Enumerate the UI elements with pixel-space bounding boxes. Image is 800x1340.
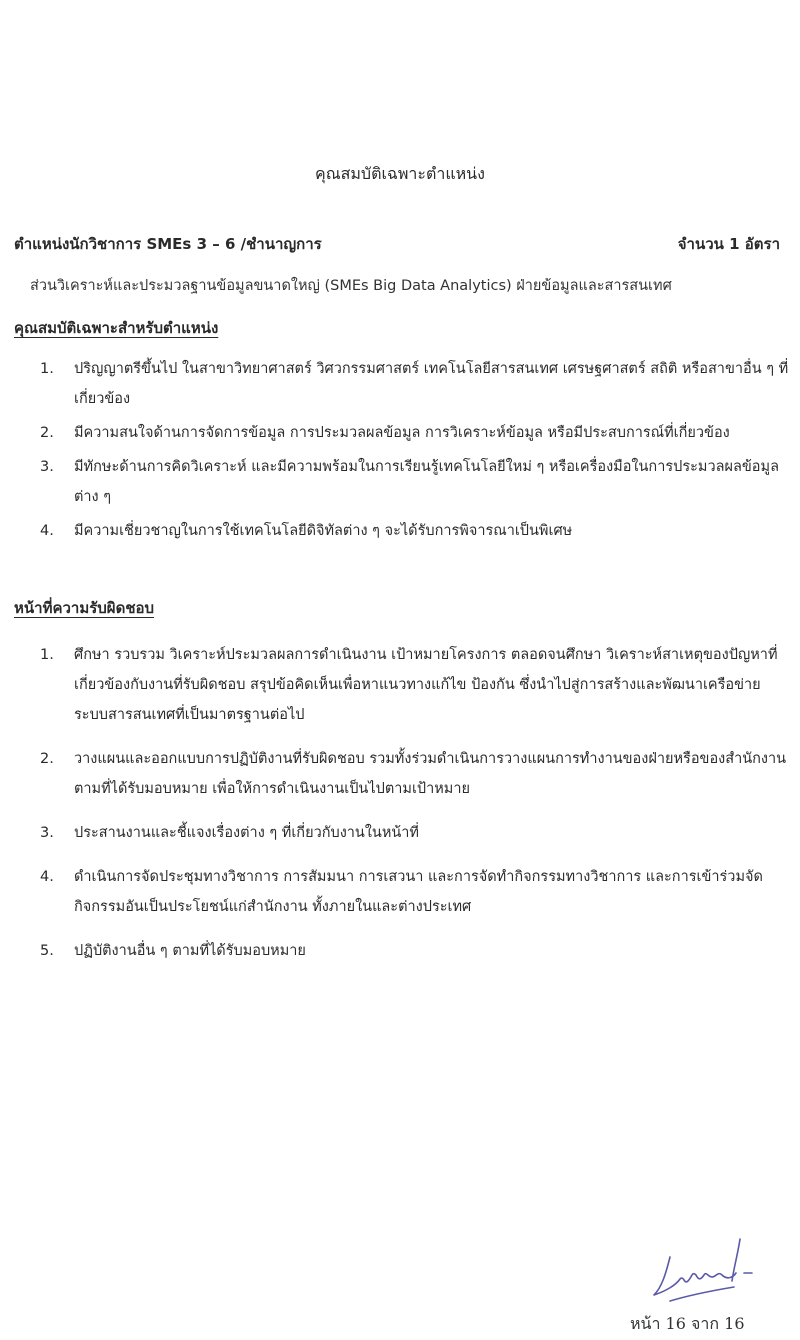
duty-item bbox=[40, 640, 792, 730]
item-number: 4. bbox=[40, 869, 54, 885]
signature-icon bbox=[640, 1235, 770, 1310]
qualification-item bbox=[40, 354, 792, 414]
item-number: 3. bbox=[40, 825, 54, 841]
qualifications-heading: คุณสมบัติเฉพาะสำหรับตำแหน่ง bbox=[14, 319, 219, 337]
item-text: มีความสนใจด้านการจัดการข้อมูล การประมวลผลข้อมูล การวิเคราะห์ข้อมูล หรือมีประสบการณ์ที่เกี่ยวข้อง bbox=[74, 425, 730, 441]
division-line: ส่วนวิเคราะห์และประมวลฐานข้อมูลขนาดใหญ่ (SMEs Big Data Analytics) ฝ่ายข้อมูลและสารสนเทศ bbox=[30, 278, 672, 294]
qualification-item bbox=[40, 418, 792, 448]
item-text: มีทักษะด้านการคิดวิเคราะห์ และมีความพร้อมในการเรียนรู้เทคโนโลยีใหม่ ๆ หรือเครื่องมือในการประมวลผลข้อมูลต่าง ๆ bbox=[74, 459, 779, 505]
item-number: 5. bbox=[40, 943, 54, 959]
qualifications-list bbox=[40, 354, 792, 550]
item-text: ศึกษา รวบรวม วิเคราะห์ประมวลผลการดำเนินงาน เป้าหมายโครงการ ตลอดจนศึกษา วิเคราะห์สาเหตุของปัญหาที่เกี่ยวข้องกับงานที่รับผิดชอบ สรุปข้อคิดเห็นเพื่อหาแนวทางแก้ไข ป้องกัน ซึ่งนำไปสู่การสร้างและพัฒนาเครือข่ายระบบสารสนเทศที่เป็นมาตรฐานต่อไป bbox=[74, 647, 778, 723]
signature bbox=[640, 1235, 770, 1314]
item-number: 1. bbox=[40, 647, 54, 663]
item-number: 4. bbox=[40, 523, 54, 539]
duty-item bbox=[40, 744, 792, 804]
qualification-item bbox=[40, 516, 792, 546]
item-number: 2. bbox=[40, 751, 54, 767]
duty-item bbox=[40, 936, 792, 966]
item-text: ดำเนินการจัดประชุมทางวิชาการ การสัมมนา การเสวนา และการจัดทำกิจกรรมทางวิชาการ และการเข้าร่วมจัดกิจกรรมอันเป็นประโยชน์แก่สำนักงาน ทั้งภายในและต่างประเทศ bbox=[74, 869, 763, 915]
item-text: ปริญญาตรีขึ้นไป ในสาขาวิทยาศาสตร์ วิศวกรรมศาสตร์ เทคโนโลยีสารสนเทศ เศรษฐศาสตร์ สถิติ หรือสาขาอื่น ๆ ที่เกี่ยวข้อง bbox=[74, 361, 789, 407]
duties-list bbox=[40, 640, 792, 980]
duty-item bbox=[40, 818, 792, 848]
item-number: 2. bbox=[40, 425, 54, 441]
item-number: 1. bbox=[40, 361, 54, 377]
item-text: ปฏิบัติงานอื่น ๆ ตามที่ได้รับมอบหมาย bbox=[74, 943, 306, 959]
position-count: จำนวน 1 อัตรา bbox=[677, 235, 780, 253]
duties-heading: หน้าที่ความรับผิดชอบ bbox=[14, 599, 155, 617]
position-title: ตำแหน่งนักวิชาการ SMEs 3 – 6 /ชำนาญการ bbox=[14, 235, 322, 253]
item-text: วางแผนและออกแบบการปฏิบัติงานที่รับผิดชอบ รวมทั้งร่วมดำเนินการวางแผนการทำงานของฝ่ายหรือของสำนักงาน ตามที่ได้รับมอบหมาย เพื่อให้การดำเนินงานเป็นไปตามเป้าหมาย bbox=[74, 751, 787, 797]
qualification-item bbox=[40, 452, 792, 512]
page-number: หน้า 16 จาก 16 bbox=[630, 1314, 745, 1333]
item-text: มีความเชี่ยวชาญในการใช้เทคโนโลยีดิจิทัลต่าง ๆ จะได้รับการพิจารณาเป็นพิเศษ bbox=[74, 523, 573, 539]
item-text: ประสานงานและชี้แจงเรื่องต่าง ๆ ที่เกี่ยวกับงานในหน้าที่ bbox=[74, 825, 419, 841]
item-number: 3. bbox=[40, 459, 54, 475]
duty-item bbox=[40, 862, 792, 922]
page-title: คุณสมบัติเฉพาะตำแหน่ง bbox=[315, 164, 485, 183]
